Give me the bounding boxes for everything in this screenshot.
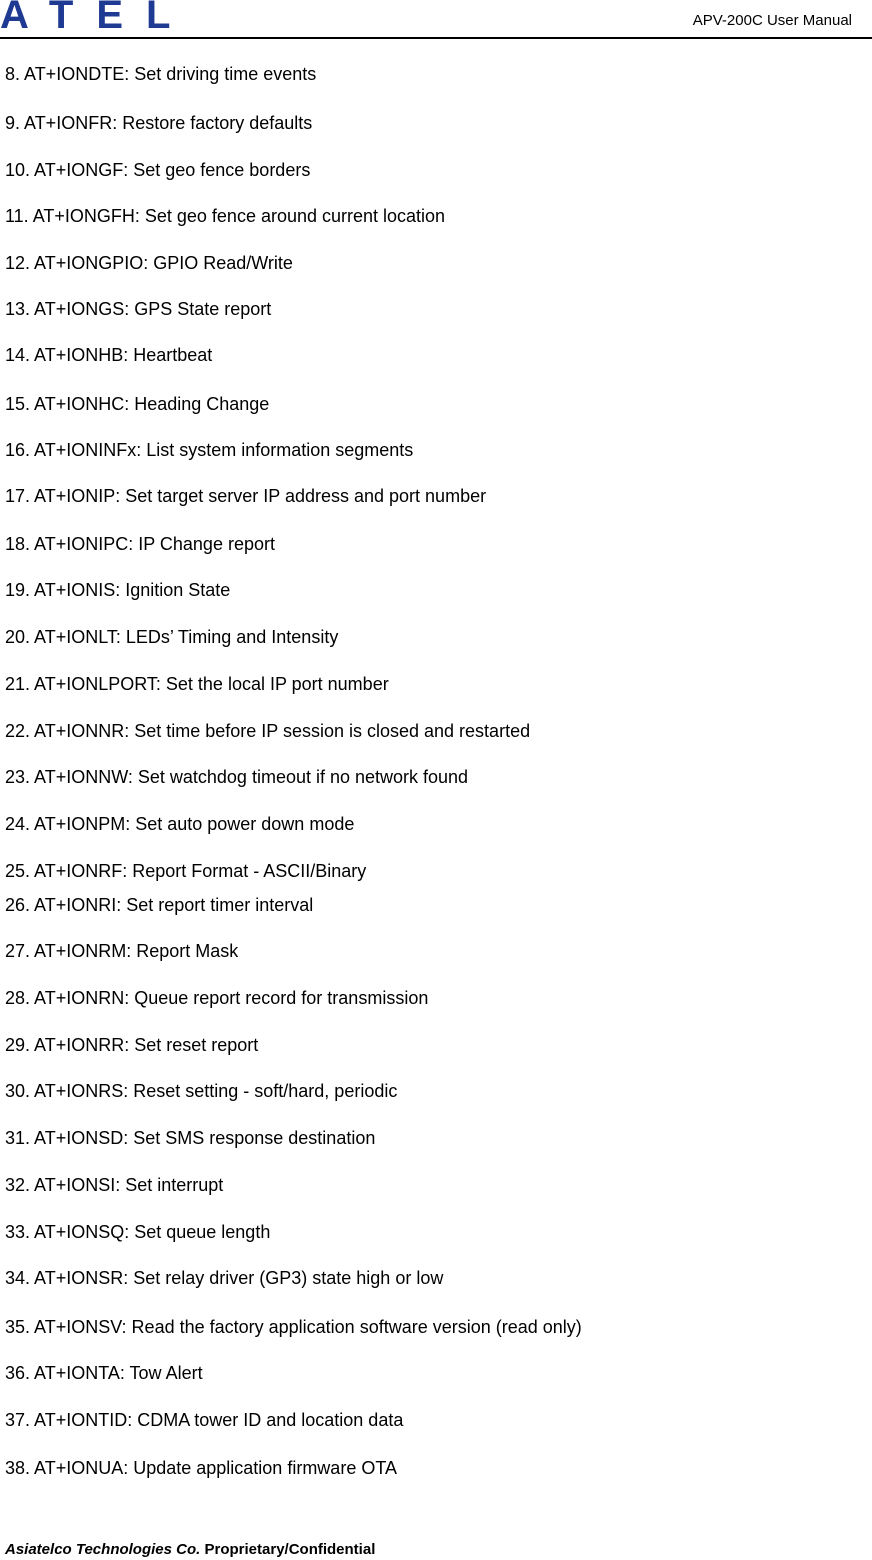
list-item: 18. AT+IONIPC: IP Change report — [5, 534, 275, 554]
list-item: 29. AT+IONRR: Set reset report — [5, 1035, 259, 1055]
header-divider — [0, 37, 872, 39]
list-item: 11. AT+IONGFH: Set geo fence around current location — [5, 206, 446, 226]
list-item: 21. AT+IONLPORT: Set the local IP port number — [5, 674, 389, 694]
list-item: 17. AT+IONIP: Set target server IP address and port number — [5, 486, 487, 506]
list-item: 32. AT+IONSI: Set interrupt — [5, 1175, 224, 1195]
list-item: 37. AT+IONTID: CDMA tower ID and location data — [5, 1410, 404, 1430]
list-item: 14. AT+IONHB: Heartbeat — [5, 345, 213, 365]
list-item: 28. AT+IONRN: Queue report record for transmission — [5, 988, 429, 1008]
list-item: 22. AT+IONNR: Set time before IP session is closed and restarted — [5, 721, 531, 741]
list-item: 16. AT+IONINFx: List system information segments — [5, 440, 414, 460]
page-footer — [5, 1541, 375, 1558]
list-item: 8. AT+IONDTE: Set driving time events — [5, 64, 317, 84]
list-item: 33. AT+IONSQ: Set queue length — [5, 1222, 271, 1242]
list-item: 23. AT+IONNW: Set watchdog timeout if no network found — [5, 767, 469, 787]
list-item: 38. AT+IONUA: Update application firmware OTA — [5, 1458, 397, 1478]
list-item: 34. AT+IONSR: Set relay driver (GP3) state high or low — [5, 1268, 444, 1288]
list-item: 9. AT+IONFR: Restore factory defaults — [5, 113, 313, 133]
list-item: 35. AT+IONSV: Read the factory application software version (read only) — [5, 1317, 582, 1337]
list-item: 26. AT+IONRI: Set report timer interval — [5, 895, 314, 915]
list-item: 13. AT+IONGS: GPS State report — [5, 299, 272, 319]
footer-company: Asiatelco Technologies Co. — [5, 1541, 201, 1558]
list-item: 36. AT+IONTA: Tow Alert — [5, 1363, 203, 1383]
list-item: 19. AT+IONIS: Ignition State — [5, 580, 231, 600]
list-item: 15. AT+IONHC: Heading Change — [5, 394, 270, 414]
list-item: 10. AT+IONGF: Set geo fence borders — [5, 160, 311, 180]
list-item: 24. AT+IONPM: Set auto power down mode — [5, 814, 355, 834]
list-item: 31. AT+IONSD: Set SMS response destination — [5, 1128, 376, 1148]
atel-logo: ATEL — [0, 0, 194, 37]
list-item: 27. AT+IONRM: Report Mask — [5, 941, 239, 961]
list-item: 30. AT+IONRS: Reset setting - soft/hard, periodic — [5, 1081, 398, 1101]
list-item: 12. AT+IONGPIO: GPIO Read/Write — [5, 253, 293, 273]
list-item: 25. AT+IONRF: Report Format - ASCII/Binary — [5, 861, 367, 881]
document-title: APV-200C User Manual — [692, 12, 852, 29]
list-item: 20. AT+IONLT: LEDs’ Timing and Intensity — [5, 627, 339, 647]
footer-notice: Proprietary/Confidential — [204, 1541, 376, 1558]
